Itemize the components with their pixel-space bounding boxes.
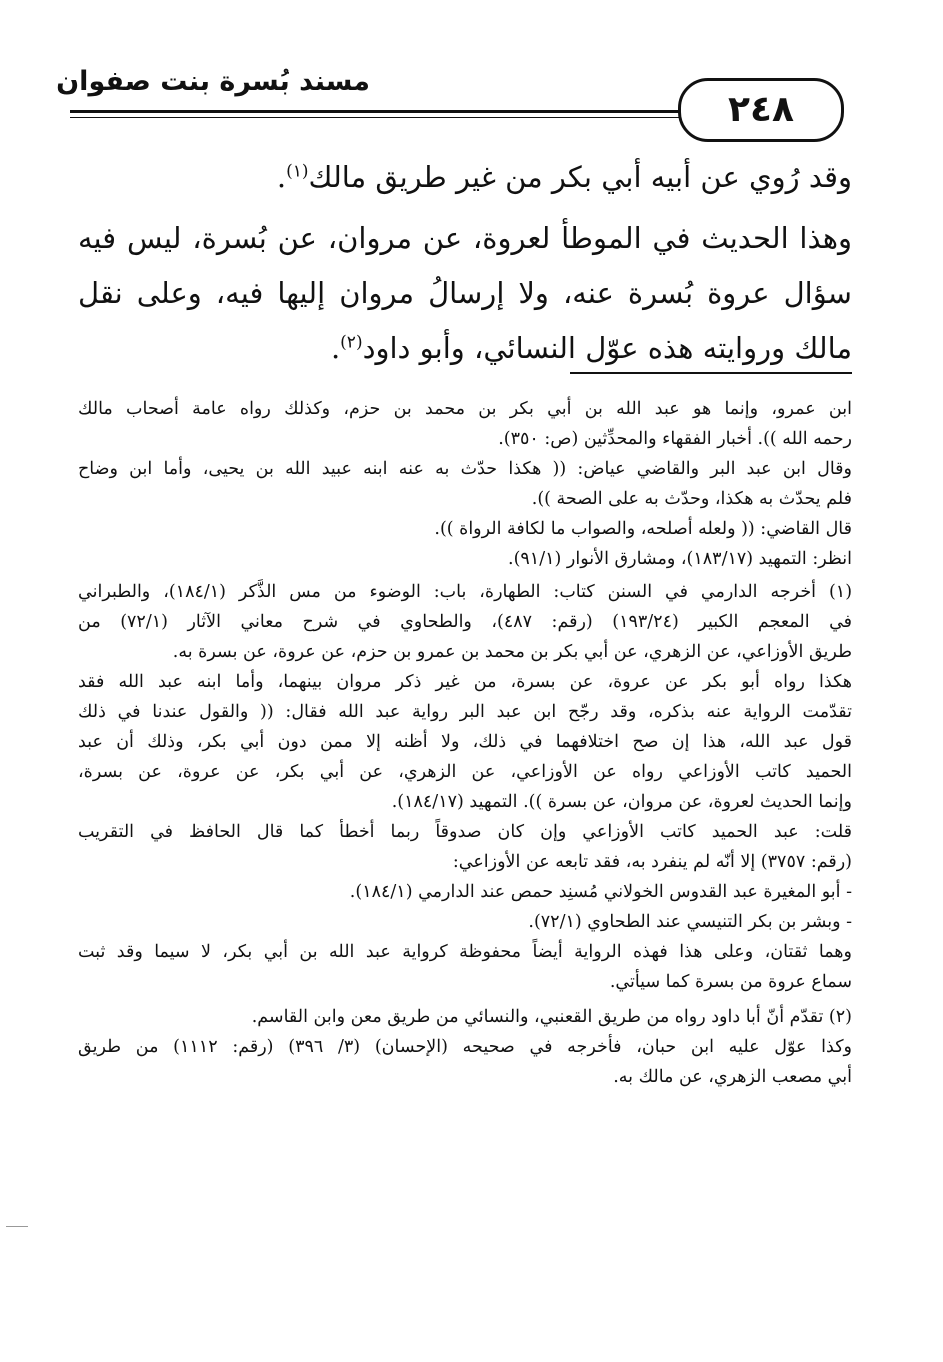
footnote-line: تقدّمت الرواية عنه بذكره، وقد رجّح ابن عبد البر رواية عبد الله فقال: (( والقول عندنا في ذلك [78,702,852,722]
footnote-line: انظر: التمهيد (١٨٣/١٧)، ومشارق الأنوار (٩١/١). [508,549,852,569]
footnote-line: هكذا رواه أبو بكر عن عروة، عن بسرة، من غير ذكر مروان بينهما، وأما ابنه عبد الله فقد [78,672,852,692]
main-paragraph-1-text: وقد رُوي عن أبيه أبي بكر من غير طريق مالك [308,160,852,194]
footnote-line: (١) أخرجه الدارمي في السنن كتاب: الطهارة، باب: الوضوء من مس الذَّكر (١٨٤/١)، والطبراني [78,582,852,602]
footnote-continued [78,394,852,574]
footnote-line: رحمه الله )). أخبار الفقهاء والمحدِّثين (ص: ٣٥٠). [498,429,852,449]
footnote-ref-1[interactable]: (١) [286,161,309,182]
footnote-line: وكذا عوّل عليه ابن حبان، فأخرجه في صحيحه (الإحسان) (٣/ ٣٩٦) (رقم: ١١١٢) من طريق [78,1037,852,1057]
header-rule-thin [70,117,690,118]
footnote-line: فلم يحدّث به هكذا، وحدّث به على الصحة )). [531,489,852,509]
footnote-line: وقال ابن عبد البر والقاضي عياض: (( هكذا حدّث به عنه ابنه عبيد الله بن يحيى، وأما ابن وضاح [78,459,852,479]
footnote-line: طريق الأوزاعي، عن الزهري، عن أبي بكر بن محمد بن عمرو بن حزم، عن عروة، عن بسرة به. [172,642,852,662]
footnote-line: سماع عروة من بسرة كما سيأتي. [609,972,852,992]
main-paragraph-2-end: . [330,331,341,365]
footnote-2 [78,1002,852,1092]
page-number-badge [678,78,844,142]
footnote-line: (٢) تقدّم أنّ أبا داود رواه من طريق القعنبي، والنسائي من طريق معن وابن القاسم. [251,1007,852,1027]
footnote-line: ابن عمرو، وإنما هو عبد الله بن أبي بكر بن محمد بن حزم، وكذلك رواه عامة أصحاب مالك [78,399,852,419]
footnote-line: قال القاضي: (( ولعله أصلحه، والصواب ما لكافة الرواة )). [434,519,852,539]
margin-mark [6,1226,28,1227]
main-paragraph-2 [78,211,852,376]
footnotes [78,394,852,1092]
running-title: مسند بُسرة بنت صفوان [56,66,370,97]
main-paragraph-1 [78,150,852,205]
footnote-line: قول عبد الله، هذا إن صح اختلافهما في ذلك، ولا أظنه إلا ممن دون أبي بكر، وذلك أن عبد [78,732,852,752]
footnote-line: وإنما الحديث لعروة، عن مروان، عن بسرة )). التمهيد (١٨٤/١٧). [391,792,852,812]
footnote-line: وهما ثقتان، وعلى هذا فهذه الرواية أيضاً محفوظة كرواية عبد الله بن أبي بكر، لا سيما وقد ثبت [78,942,852,962]
footnote-line: - وبشر بن بكر التنيسي عند الطحاوي (٧٢/١). [528,912,852,932]
page-number: ٢٤٨ [728,89,794,130]
main-paragraph-2-text: وهذا الحديث في الموطأ لعروة، عن مروان، عن بُسرة، ليس فيه سؤال عروة بُسرة عنه، ولا إرسالُ مروان إليها فيه، وعلى نقل مالك وروايته هذه عوّل النسائي، وأبو داود [78,221,852,365]
footnote-line: (رقم: ٣٧٥٧) إلا أنّه لم ينفرد به، فقد تابعه عن الأوزاعي: [452,852,852,872]
footnote-line: في المعجم الكبير (١٩٣/٢٤) (رقم: ٤٨٧)، والطحاوي في شرح معاني الآثار (٧٢/١) من [78,612,852,632]
footnote-ref-2[interactable]: (٢) [340,332,363,353]
footnote-line: الحميد كاتب الأوزاعي رواه عن الأوزاعي، عن الزهري، عن أبي بكر، عن عروة، عن بسرة، [78,762,852,782]
footnote-1 [78,577,852,997]
footnote-line: أبي مصعب الزهري، عن مالك به. [613,1067,852,1087]
main-paragraph-1-end: . [276,160,287,194]
main-text [78,150,852,376]
footnote-line: قلت: عبد الحميد كاتب الأوزاعي وإن كان صدوقاً ربما أخطأ كما قال الحافظ في التقريب [78,822,852,842]
footnote-separator [570,372,852,374]
header-rule-thick [70,110,690,113]
footnote-line: - أبو المغيرة عبد القدوس الخولاني مُسنِد حمص عند الدارمي (١٨٤/١). [349,882,852,902]
